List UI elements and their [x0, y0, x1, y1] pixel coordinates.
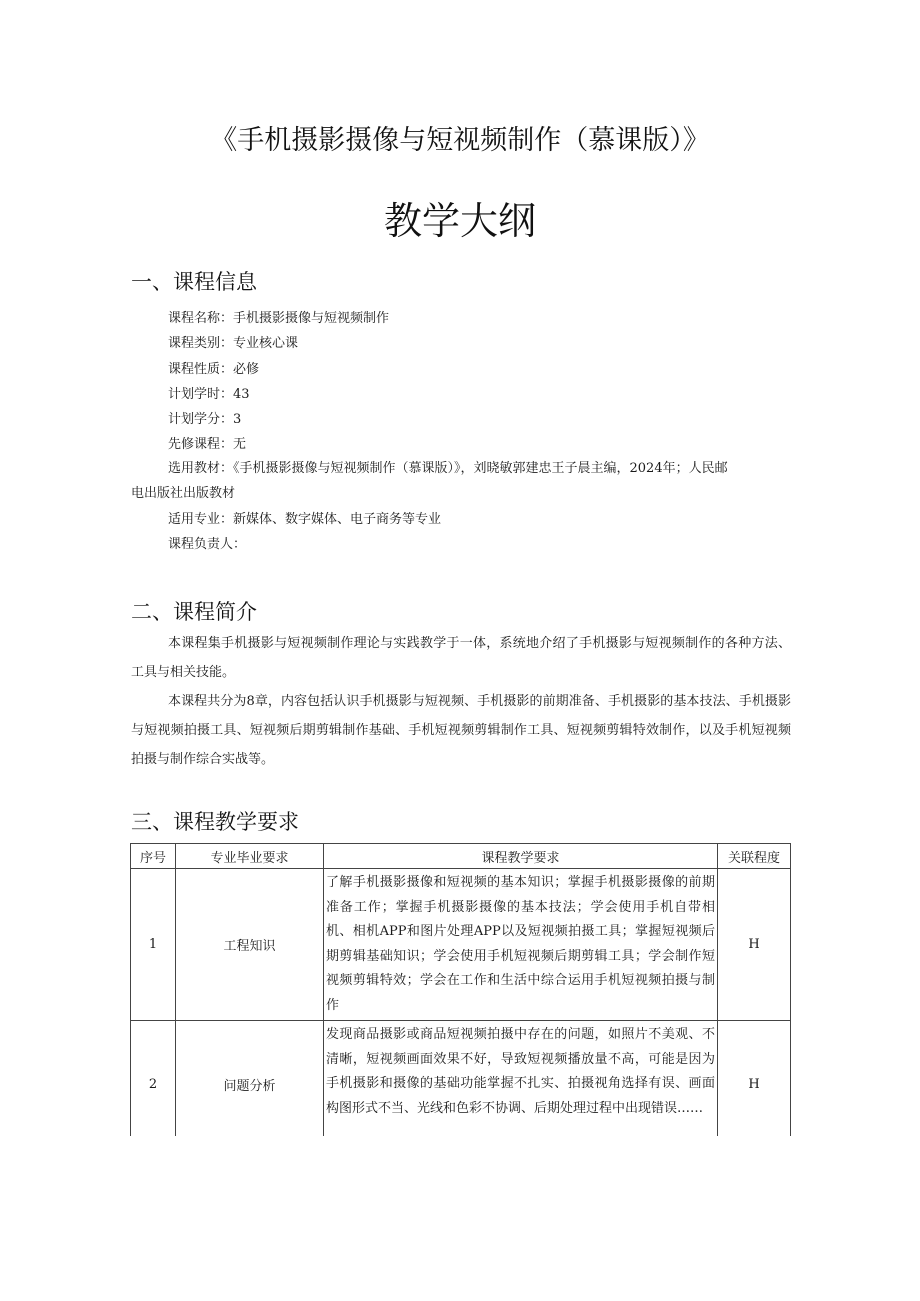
table-header-row — [131, 844, 791, 869]
table-row — [131, 1021, 791, 1149]
cell-relevance: H — [718, 869, 791, 1021]
cell-relevance: H — [718, 1021, 791, 1149]
cell-no: 2 — [131, 1021, 176, 1149]
info-planned-credits: 计划学分：3 — [168, 412, 242, 428]
document-title: 教学大纲 — [383, 199, 536, 243]
intro-paragraph: 本课程共分为8章，内容包括认识手机摄影与短视频、手机摄影的前期准备、手机摄影的基本技法、手机摄影与短视频拍摄工具、短视频后期剪辑制作基础、手机短视频剪辑制作工具、短视频剪辑特效制作，以及手机短视频拍摄与制作综合实战等。 — [131, 694, 791, 767]
cell-graduation-requirement: 工程知识 — [176, 869, 324, 1021]
cell-teaching-requirement: 发现商品摄影或商品短视频拍摄中存在的问题，如照片不美观、不清晰，短视频画面效果不好，导致短视频播放量不高，可能是因为手机摄影和摄像的基础功能掌握不扎实、拍摄视角选择有误、画面构图形式不当、光线和色彩不协调、后期处理过程中出现错误…… — [324, 1021, 718, 1149]
info-planned-hours: 计划学时：43 — [168, 386, 250, 402]
info-majors: 适用专业：新媒体、数字媒体、电子商务等专业 — [168, 511, 442, 527]
info-course-name: 课程名称：手机摄影摄像与短视频制作 — [168, 311, 390, 326]
cell-no: 1 — [131, 869, 176, 1021]
cell-teaching-requirement: 了解手机摄影摄像和短视频的基本知识；掌握手机摄影摄像的前期准备工作；掌握手机摄影摄像的基本技法；学会使用手机自带相机、相机APP和图片处理APP以及短视频拍摄工具；掌握短视频后期剪辑基础知识；学会使用手机短视频后期剪辑工具；学会制作短视频剪辑特效；学会在工作和生活中综合运用手机短视频拍摄与制作 — [324, 869, 718, 1021]
course-info-list — [168, 306, 808, 458]
info-prerequisites: 先修课程：无 — [168, 437, 247, 453]
textbook-line-2: 电出版社出版教材 — [131, 486, 236, 502]
info-course-category: 课程类别：专业核心课 — [168, 336, 299, 352]
section-heading-course-intro: 二、课程简介 — [131, 600, 257, 624]
column-header-graduation-requirement: 专业毕业要求 — [176, 844, 324, 869]
cell-graduation-requirement: 问题分析 — [176, 1021, 324, 1149]
requirements-table — [130, 843, 791, 1149]
column-header-teaching-requirement: 课程教学要求 — [324, 844, 718, 869]
info-textbook — [131, 456, 791, 557]
textbook-line-1: 选用教材：《手机摄影摄像与短视频制作（慕课版）》，刘晓敏郭建忠王子晨主编，2024年；人民邮 — [168, 461, 728, 476]
section-heading-teaching-requirements: 三、课程教学要求 — [131, 810, 299, 834]
column-header-relevance: 关联程度 — [718, 844, 791, 869]
info-course-nature: 课程性质：必修 — [168, 361, 260, 377]
book-title: 《手机摄影摄像与短视频制作（慕课版）》 — [210, 125, 710, 156]
intro-paragraph: 本课程集手机摄影与短视频制作理论与实践教学于一体，系统地介绍了手机摄影与短视频制作的各种方法、工具与相关技能。 — [131, 636, 791, 680]
page-bottom-blank — [0, 1136, 920, 1301]
course-intro — [131, 629, 791, 774]
column-header-no: 序号 — [131, 844, 176, 869]
section-heading-course-info: 一、课程信息 — [131, 270, 257, 294]
table-row — [131, 869, 791, 1021]
info-course-owner: 课程负责人： — [168, 536, 247, 552]
